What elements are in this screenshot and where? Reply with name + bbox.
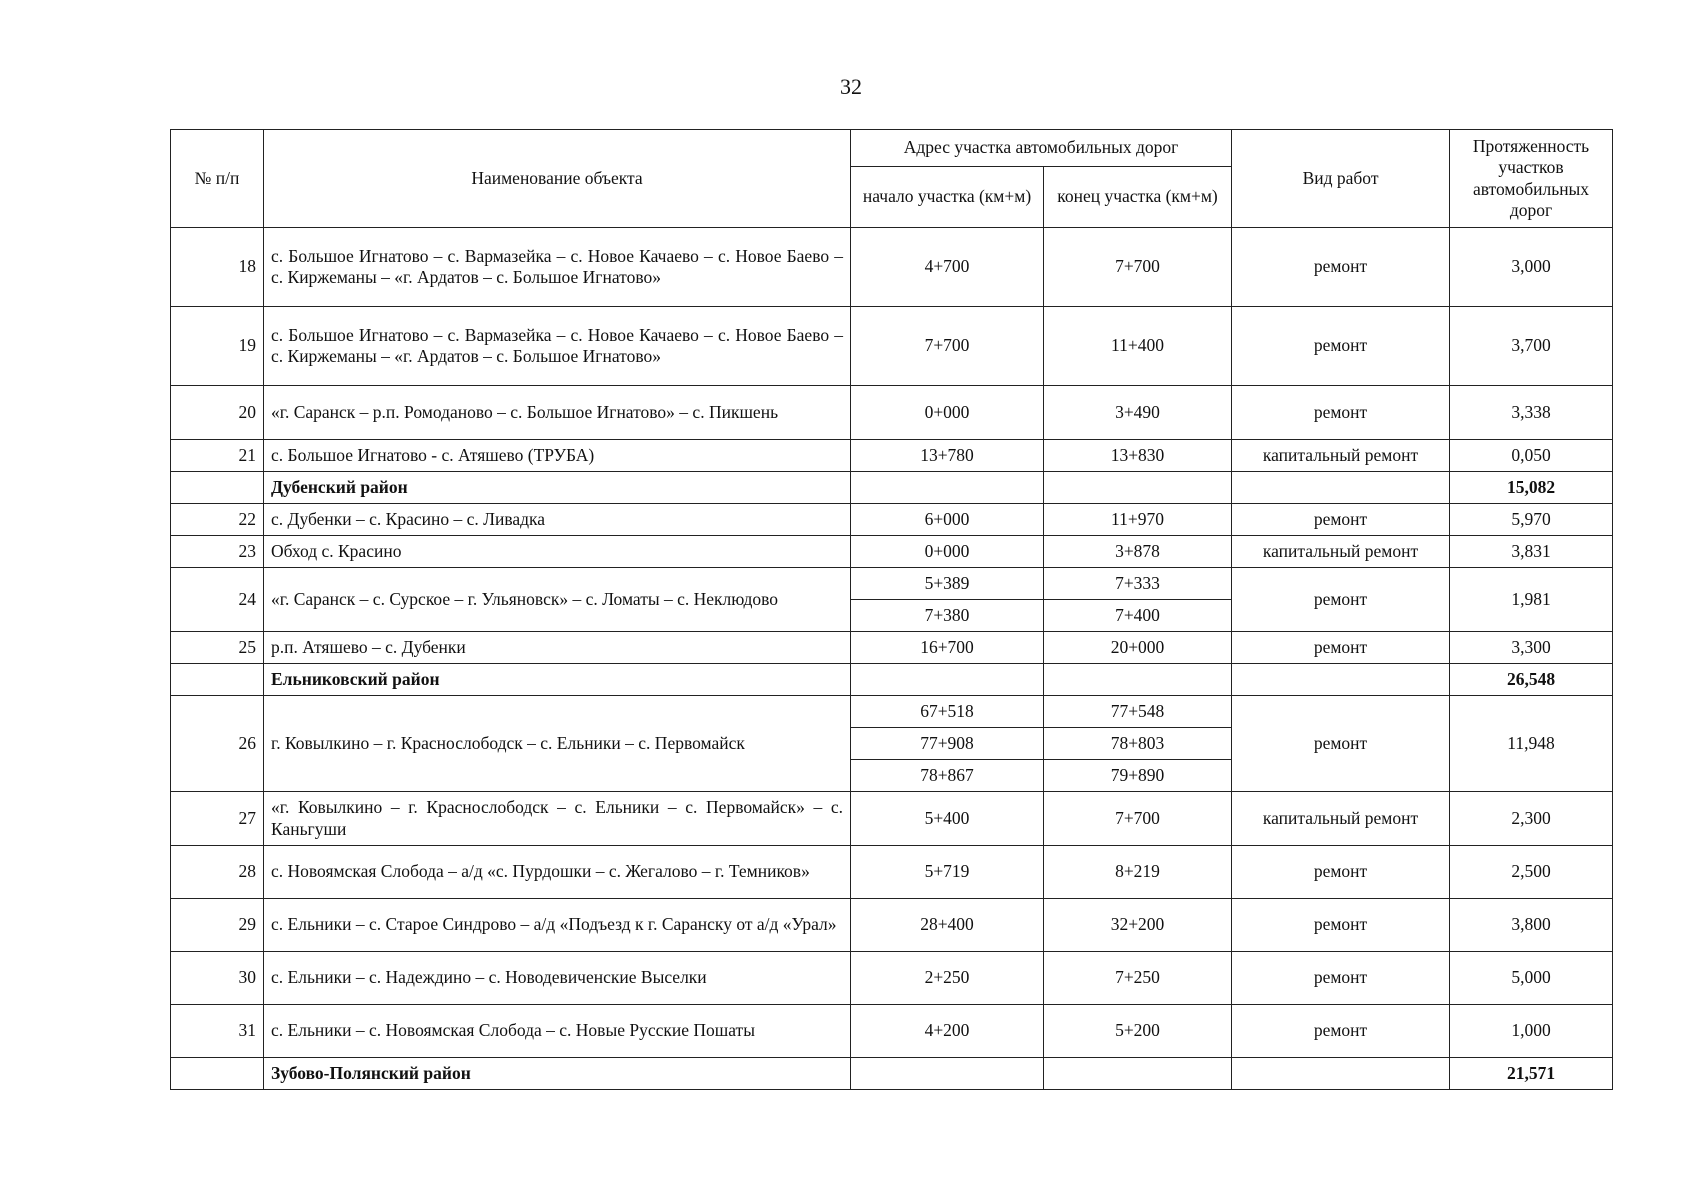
row-name: с. Большое Игнатово – с. Вармазейка – с. Новое Качаево – с. Новое Баево – с. Киржеманы – «г. Ардатов – с. Большое Игнатово» [264,228,851,307]
row-num: 22 [171,504,264,536]
row-name: г. Ковылкино – г. Краснослободск – с. Ельники – с. Первомайск [264,696,851,792]
district-length: 21,571 [1450,1058,1613,1090]
row-start: 5+389 [851,568,1044,600]
table-row [171,504,1613,536]
row-work: ремонт [1232,568,1450,632]
row-length: 3,338 [1450,386,1613,440]
row-end: 7+250 [1044,952,1232,1005]
row-name: с. Ельники – с. Старое Синдрово – а/д «Подъезд к г. Саранску от а/д «Урал» [264,899,851,952]
page-number: 32 [840,74,862,99]
header-name: Наименование объекта [264,130,851,228]
row-start: 7+700 [851,307,1044,386]
table-row [171,568,1613,600]
row-name: с. Дубенки – с. Красино – с. Ливадка [264,504,851,536]
district-row [171,1058,1613,1090]
header-end: конец участка (км+м) [1044,167,1232,228]
row-end: 77+548 [1044,696,1232,728]
row-end: 7+700 [1044,792,1232,846]
row-num: 21 [171,440,264,472]
row-start: 13+780 [851,440,1044,472]
table-row [171,1005,1613,1058]
row-end: 32+200 [1044,899,1232,952]
table-row [171,386,1613,440]
row-start: 78+867 [851,760,1044,792]
row-num: 25 [171,632,264,664]
row-work: ремонт [1232,632,1450,664]
row-end: 7+400 [1044,600,1232,632]
row-name: с. Ельники – с. Новоямская Слобода – с. Новые Русские Пошаты [264,1005,851,1058]
row-length: 3,000 [1450,228,1613,307]
row-end: 3+878 [1044,536,1232,568]
row-end: 20+000 [1044,632,1232,664]
row-start: 5+400 [851,792,1044,846]
row-length: 3,800 [1450,899,1613,952]
row-num: 31 [171,1005,264,1058]
row-work: капитальный ремонт [1232,440,1450,472]
row-length: 0,050 [1450,440,1613,472]
roads-table [170,129,1613,1090]
row-length: 3,831 [1450,536,1613,568]
row-name: «г. Ковылкино – г. Краснослободск – с. Ельники – с. Первомайск» – с. Каньгуши [264,792,851,846]
district-length: 15,082 [1450,472,1613,504]
row-start: 0+000 [851,536,1044,568]
row-work: ремонт [1232,386,1450,440]
row-work: ремонт [1232,504,1450,536]
district-name: Зубово-Полянский район [264,1058,851,1090]
row-name: «г. Саранск – с. Сурское – г. Ульяновск» – с. Ломаты – с. Неклюдово [264,568,851,632]
row-name: с. Большое Игнатово - с. Атяшево (ТРУБА) [264,440,851,472]
row-start: 4+700 [851,228,1044,307]
row-num: 29 [171,899,264,952]
row-length: 2,500 [1450,846,1613,899]
row-length: 5,970 [1450,504,1613,536]
row-num: 27 [171,792,264,846]
row-name: Обход с. Красино [264,536,851,568]
row-work: ремонт [1232,228,1450,307]
header-address: Адрес участка автомобильных дорог [851,130,1232,167]
row-work: капитальный ремонт [1232,792,1450,846]
row-num: 30 [171,952,264,1005]
row-num: 20 [171,386,264,440]
table-row [171,228,1613,307]
row-length: 1,000 [1450,1005,1613,1058]
table-row [171,696,1613,728]
district-name: Ельниковский район [264,664,851,696]
row-work: ремонт [1232,307,1450,386]
row-end: 3+490 [1044,386,1232,440]
header-start: начало участка (км+м) [851,167,1044,228]
row-num: 26 [171,696,264,792]
row-end: 8+219 [1044,846,1232,899]
row-work: ремонт [1232,1005,1450,1058]
row-end: 7+700 [1044,228,1232,307]
row-start: 2+250 [851,952,1044,1005]
row-name: с. Ельники – с. Надеждино – с. Новодевиченские Выселки [264,952,851,1005]
row-start: 28+400 [851,899,1044,952]
table-row [171,536,1613,568]
table-row [171,440,1613,472]
row-work: ремонт [1232,696,1450,792]
row-length: 2,300 [1450,792,1613,846]
row-num: 24 [171,568,264,632]
row-end: 79+890 [1044,760,1232,792]
row-end: 11+400 [1044,307,1232,386]
table-row [171,632,1613,664]
row-end: 5+200 [1044,1005,1232,1058]
row-start: 77+908 [851,728,1044,760]
row-num: 18 [171,228,264,307]
row-end: 7+333 [1044,568,1232,600]
row-length: 3,700 [1450,307,1613,386]
row-start: 7+380 [851,600,1044,632]
row-num: 28 [171,846,264,899]
row-length: 5,000 [1450,952,1613,1005]
row-name: с. Большое Игнатово – с. Вармазейка – с. Новое Качаево – с. Новое Баево – с. Киржеманы – «г. Ардатов – с. Большое Игнатово» [264,307,851,386]
row-start: 67+518 [851,696,1044,728]
row-length: 1,981 [1450,568,1613,632]
table-row [171,899,1613,952]
row-end: 11+970 [1044,504,1232,536]
row-start: 4+200 [851,1005,1044,1058]
row-start: 16+700 [851,632,1044,664]
table-row [171,792,1613,846]
header-num: № п/п [171,130,264,228]
table-row [171,307,1613,386]
row-num: 23 [171,536,264,568]
row-length: 11,948 [1450,696,1613,792]
row-length: 3,300 [1450,632,1613,664]
row-name: р.п. Атяшево – с. Дубенки [264,632,851,664]
row-start: 5+719 [851,846,1044,899]
row-work: капитальный ремонт [1232,536,1450,568]
header-length: Протяженность участков автомобильных дорог [1450,130,1613,228]
district-name: Дубенский район [264,472,851,504]
row-work: ремонт [1232,952,1450,1005]
header-work: Вид работ [1232,130,1450,228]
district-row [171,664,1613,696]
district-row [171,472,1613,504]
row-end: 78+803 [1044,728,1232,760]
row-num: 19 [171,307,264,386]
row-name: «г. Саранск – р.п. Ромоданово – с. Большое Игнатово» – с. Пикшень [264,386,851,440]
row-start: 6+000 [851,504,1044,536]
row-end: 13+830 [1044,440,1232,472]
row-name: с. Новоямская Слобода – а/д «с. Пурдошки – с. Жегалово – г. Темников» [264,846,851,899]
row-work: ремонт [1232,899,1450,952]
row-work: ремонт [1232,846,1450,899]
row-start: 0+000 [851,386,1044,440]
table-row [171,846,1613,899]
table-row [171,952,1613,1005]
district-length: 26,548 [1450,664,1613,696]
